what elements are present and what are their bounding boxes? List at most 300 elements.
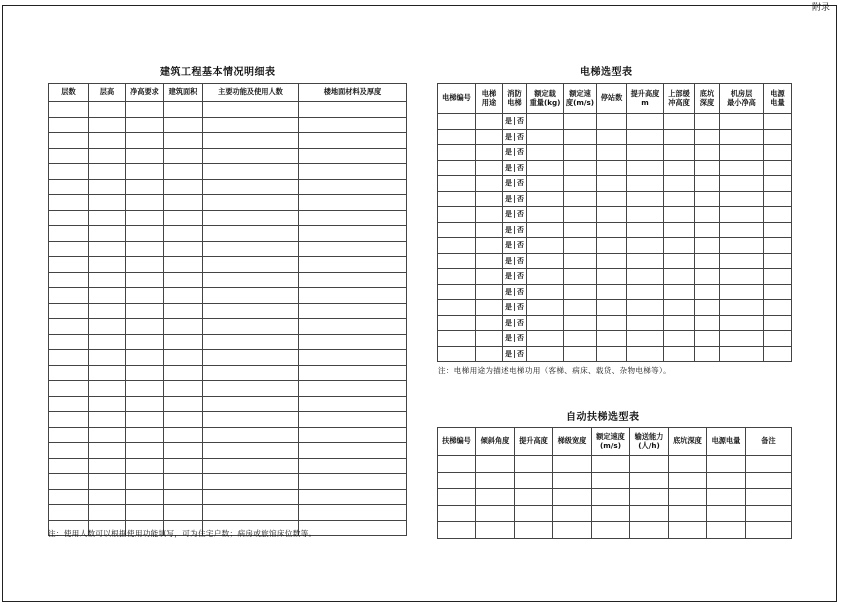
table-cell[interactable] bbox=[89, 334, 126, 350]
no-option[interactable]: 否 bbox=[514, 195, 526, 203]
table-cell[interactable] bbox=[89, 148, 126, 164]
table-cell[interactable] bbox=[669, 456, 707, 473]
table-cell[interactable] bbox=[203, 396, 299, 412]
fire-elevator-yes-no[interactable] bbox=[503, 210, 526, 218]
table-cell[interactable] bbox=[164, 350, 203, 366]
table-cell[interactable] bbox=[746, 456, 792, 473]
table-cell[interactable] bbox=[438, 284, 476, 300]
table-cell[interactable] bbox=[695, 129, 720, 145]
table-cell[interactable] bbox=[126, 474, 164, 490]
table-cell[interactable] bbox=[503, 315, 527, 331]
table-cell[interactable] bbox=[49, 133, 89, 149]
yes-option[interactable]: 是 bbox=[505, 349, 512, 358]
table-cell[interactable] bbox=[476, 176, 503, 192]
table-cell[interactable] bbox=[49, 195, 89, 211]
table-cell[interactable] bbox=[695, 222, 720, 238]
yes-option[interactable]: 是 bbox=[505, 334, 512, 343]
table-cell[interactable] bbox=[664, 346, 695, 362]
table-cell[interactable] bbox=[438, 145, 476, 161]
table-cell[interactable] bbox=[299, 303, 407, 319]
fire-elevator-yes-no[interactable] bbox=[503, 133, 526, 141]
table-cell[interactable] bbox=[592, 472, 630, 489]
table-cell[interactable] bbox=[203, 474, 299, 490]
table-cell[interactable] bbox=[476, 489, 515, 506]
table-cell[interactable] bbox=[299, 133, 407, 149]
table-cell[interactable] bbox=[126, 303, 164, 319]
table-cell[interactable] bbox=[592, 456, 630, 473]
table-cell[interactable] bbox=[553, 456, 592, 473]
table-cell[interactable] bbox=[49, 505, 89, 521]
table-cell[interactable] bbox=[476, 191, 503, 207]
table-cell[interactable] bbox=[597, 114, 627, 130]
table-cell[interactable] bbox=[299, 195, 407, 211]
table-cell[interactable] bbox=[203, 179, 299, 195]
table-cell[interactable] bbox=[476, 145, 503, 161]
table-cell[interactable] bbox=[438, 505, 476, 522]
table-cell[interactable] bbox=[476, 207, 503, 223]
no-option[interactable]: 否 bbox=[514, 350, 526, 358]
table-cell[interactable] bbox=[49, 102, 89, 118]
table-cell[interactable] bbox=[49, 210, 89, 226]
table-cell[interactable] bbox=[476, 253, 503, 269]
table-cell[interactable] bbox=[764, 346, 792, 362]
table-cell[interactable] bbox=[527, 331, 564, 347]
table-cell[interactable] bbox=[720, 269, 764, 285]
table-cell[interactable] bbox=[164, 474, 203, 490]
yes-option[interactable]: 是 bbox=[505, 194, 512, 203]
table-cell[interactable] bbox=[503, 207, 527, 223]
table-cell[interactable] bbox=[164, 117, 203, 133]
no-option[interactable]: 否 bbox=[514, 179, 526, 187]
table-cell[interactable] bbox=[164, 241, 203, 257]
table-cell[interactable] bbox=[764, 253, 792, 269]
table-cell[interactable] bbox=[203, 458, 299, 474]
table-cell[interactable] bbox=[720, 315, 764, 331]
table-cell[interactable] bbox=[503, 145, 527, 161]
table-cell[interactable] bbox=[164, 288, 203, 304]
yes-option[interactable]: 是 bbox=[505, 272, 512, 281]
table-cell[interactable] bbox=[564, 269, 597, 285]
table-cell[interactable] bbox=[553, 505, 592, 522]
table-cell[interactable] bbox=[203, 381, 299, 397]
table-cell[interactable] bbox=[89, 257, 126, 273]
yes-option[interactable]: 是 bbox=[505, 256, 512, 265]
table-cell[interactable] bbox=[669, 489, 707, 506]
table-cell[interactable] bbox=[49, 334, 89, 350]
table-cell[interactable] bbox=[597, 222, 627, 238]
table-cell[interactable] bbox=[553, 489, 592, 506]
table-cell[interactable] bbox=[126, 210, 164, 226]
table-cell[interactable] bbox=[527, 160, 564, 176]
table-cell[interactable] bbox=[299, 350, 407, 366]
table-cell[interactable] bbox=[126, 195, 164, 211]
table-cell[interactable] bbox=[126, 226, 164, 242]
table-cell[interactable] bbox=[564, 315, 597, 331]
table-cell[interactable] bbox=[203, 443, 299, 459]
table-cell[interactable] bbox=[299, 396, 407, 412]
table-cell[interactable] bbox=[299, 458, 407, 474]
table-cell[interactable] bbox=[746, 489, 792, 506]
table-cell[interactable] bbox=[564, 284, 597, 300]
table-cell[interactable] bbox=[476, 114, 503, 130]
table-cell[interactable] bbox=[126, 257, 164, 273]
table-cell[interactable] bbox=[49, 241, 89, 257]
table-cell[interactable] bbox=[438, 300, 476, 316]
table-cell[interactable] bbox=[695, 269, 720, 285]
table-cell[interactable] bbox=[720, 176, 764, 192]
yes-option[interactable]: 是 bbox=[505, 287, 512, 296]
table-cell[interactable] bbox=[597, 315, 627, 331]
no-option[interactable]: 否 bbox=[514, 148, 526, 156]
table-cell[interactable] bbox=[299, 102, 407, 118]
table-cell[interactable] bbox=[49, 288, 89, 304]
table-cell[interactable] bbox=[164, 195, 203, 211]
table-cell[interactable] bbox=[476, 300, 503, 316]
table-cell[interactable] bbox=[126, 365, 164, 381]
table-cell[interactable] bbox=[664, 160, 695, 176]
table-cell[interactable] bbox=[476, 472, 515, 489]
table-cell[interactable] bbox=[203, 148, 299, 164]
table-cell[interactable] bbox=[707, 505, 746, 522]
table-cell[interactable] bbox=[299, 257, 407, 273]
table-cell[interactable] bbox=[720, 160, 764, 176]
table-cell[interactable] bbox=[299, 443, 407, 459]
table-cell[interactable] bbox=[764, 331, 792, 347]
table-cell[interactable] bbox=[592, 522, 630, 539]
table-cell[interactable] bbox=[126, 272, 164, 288]
table-cell[interactable] bbox=[89, 365, 126, 381]
table-cell[interactable] bbox=[503, 300, 527, 316]
fire-elevator-yes-no[interactable] bbox=[503, 272, 526, 280]
no-option[interactable]: 否 bbox=[514, 133, 526, 141]
table-cell[interactable] bbox=[203, 288, 299, 304]
table-cell[interactable] bbox=[664, 114, 695, 130]
table-cell[interactable] bbox=[627, 129, 664, 145]
table-cell[interactable] bbox=[164, 505, 203, 521]
table-cell[interactable] bbox=[592, 505, 630, 522]
table-cell[interactable] bbox=[203, 303, 299, 319]
table-cell[interactable] bbox=[164, 396, 203, 412]
table-cell[interactable] bbox=[527, 129, 564, 145]
table-cell[interactable] bbox=[164, 133, 203, 149]
table-cell[interactable] bbox=[89, 381, 126, 397]
table-cell[interactable] bbox=[89, 319, 126, 335]
table-cell[interactable] bbox=[203, 257, 299, 273]
table-cell[interactable] bbox=[126, 396, 164, 412]
table-cell[interactable] bbox=[164, 443, 203, 459]
table-cell[interactable] bbox=[527, 145, 564, 161]
table-cell[interactable] bbox=[695, 160, 720, 176]
table-cell[interactable] bbox=[164, 381, 203, 397]
yes-option[interactable]: 是 bbox=[505, 241, 512, 250]
table-cell[interactable] bbox=[664, 222, 695, 238]
table-cell[interactable] bbox=[203, 350, 299, 366]
table-cell[interactable] bbox=[126, 164, 164, 180]
table-cell[interactable] bbox=[89, 117, 126, 133]
table-cell[interactable] bbox=[438, 269, 476, 285]
table-cell[interactable] bbox=[597, 253, 627, 269]
table-cell[interactable] bbox=[695, 191, 720, 207]
table-cell[interactable] bbox=[438, 222, 476, 238]
table-cell[interactable] bbox=[89, 427, 126, 443]
table-cell[interactable] bbox=[438, 315, 476, 331]
table-cell[interactable] bbox=[49, 443, 89, 459]
table-cell[interactable] bbox=[126, 241, 164, 257]
table-cell[interactable] bbox=[203, 241, 299, 257]
table-cell[interactable] bbox=[164, 303, 203, 319]
table-cell[interactable] bbox=[764, 160, 792, 176]
table-cell[interactable] bbox=[695, 253, 720, 269]
table-cell[interactable] bbox=[664, 269, 695, 285]
table-cell[interactable] bbox=[164, 164, 203, 180]
table-cell[interactable] bbox=[627, 160, 664, 176]
table-cell[interactable] bbox=[476, 331, 503, 347]
table-cell[interactable] bbox=[564, 300, 597, 316]
table-cell[interactable] bbox=[164, 489, 203, 505]
table-cell[interactable] bbox=[299, 117, 407, 133]
table-cell[interactable] bbox=[597, 145, 627, 161]
table-cell[interactable] bbox=[49, 427, 89, 443]
table-cell[interactable] bbox=[764, 269, 792, 285]
table-cell[interactable] bbox=[89, 505, 126, 521]
table-cell[interactable] bbox=[203, 226, 299, 242]
table-cell[interactable] bbox=[664, 315, 695, 331]
table-cell[interactable] bbox=[89, 396, 126, 412]
table-cell[interactable] bbox=[89, 164, 126, 180]
table-cell[interactable] bbox=[49, 319, 89, 335]
table-cell[interactable] bbox=[89, 195, 126, 211]
table-cell[interactable] bbox=[764, 114, 792, 130]
table-cell[interactable] bbox=[764, 238, 792, 254]
table-cell[interactable] bbox=[695, 207, 720, 223]
table-cell[interactable] bbox=[630, 489, 669, 506]
table-cell[interactable] bbox=[299, 365, 407, 381]
table-cell[interactable] bbox=[564, 191, 597, 207]
table-cell[interactable] bbox=[49, 226, 89, 242]
no-option[interactable]: 否 bbox=[514, 241, 526, 249]
no-option[interactable]: 否 bbox=[514, 210, 526, 218]
table-cell[interactable] bbox=[89, 443, 126, 459]
yes-option[interactable]: 是 bbox=[505, 163, 512, 172]
table-cell[interactable] bbox=[476, 284, 503, 300]
table-cell[interactable] bbox=[764, 207, 792, 223]
table-cell[interactable] bbox=[299, 381, 407, 397]
table-cell[interactable] bbox=[476, 129, 503, 145]
table-cell[interactable] bbox=[527, 238, 564, 254]
table-cell[interactable] bbox=[564, 331, 597, 347]
table-cell[interactable] bbox=[764, 145, 792, 161]
table-cell[interactable] bbox=[627, 238, 664, 254]
table-cell[interactable] bbox=[720, 207, 764, 223]
table-cell[interactable] bbox=[515, 505, 553, 522]
table-cell[interactable] bbox=[89, 272, 126, 288]
table-cell[interactable] bbox=[49, 303, 89, 319]
table-cell[interactable] bbox=[203, 334, 299, 350]
table-cell[interactable] bbox=[164, 319, 203, 335]
table-cell[interactable] bbox=[503, 346, 527, 362]
table-cell[interactable] bbox=[764, 129, 792, 145]
table-cell[interactable] bbox=[515, 522, 553, 539]
table-cell[interactable] bbox=[597, 176, 627, 192]
table-cell[interactable] bbox=[89, 458, 126, 474]
yes-option[interactable]: 是 bbox=[505, 179, 512, 188]
table-cell[interactable] bbox=[720, 346, 764, 362]
table-cell[interactable] bbox=[89, 474, 126, 490]
table-cell[interactable] bbox=[720, 331, 764, 347]
table-cell[interactable] bbox=[597, 129, 627, 145]
table-cell[interactable] bbox=[203, 272, 299, 288]
table-cell[interactable] bbox=[695, 331, 720, 347]
no-option[interactable]: 否 bbox=[514, 117, 526, 125]
table-cell[interactable] bbox=[476, 505, 515, 522]
no-option[interactable]: 否 bbox=[514, 257, 526, 265]
table-cell[interactable] bbox=[664, 300, 695, 316]
table-cell[interactable] bbox=[503, 269, 527, 285]
table-cell[interactable] bbox=[664, 207, 695, 223]
table-cell[interactable] bbox=[627, 222, 664, 238]
table-cell[interactable] bbox=[695, 114, 720, 130]
table-cell[interactable] bbox=[564, 145, 597, 161]
table-cell[interactable] bbox=[503, 176, 527, 192]
table-cell[interactable] bbox=[476, 522, 515, 539]
table-cell[interactable] bbox=[630, 456, 669, 473]
table-cell[interactable] bbox=[627, 331, 664, 347]
table-cell[interactable] bbox=[476, 269, 503, 285]
table-cell[interactable] bbox=[720, 284, 764, 300]
table-cell[interactable] bbox=[564, 222, 597, 238]
table-cell[interactable] bbox=[203, 412, 299, 428]
table-cell[interactable] bbox=[553, 472, 592, 489]
table-cell[interactable] bbox=[707, 472, 746, 489]
table-cell[interactable] bbox=[299, 272, 407, 288]
table-cell[interactable] bbox=[203, 102, 299, 118]
table-cell[interactable] bbox=[126, 443, 164, 459]
table-cell[interactable] bbox=[126, 458, 164, 474]
table-cell[interactable] bbox=[476, 346, 503, 362]
table-cell[interactable] bbox=[664, 129, 695, 145]
fire-elevator-yes-no[interactable] bbox=[503, 350, 526, 358]
table-cell[interactable] bbox=[89, 210, 126, 226]
table-cell[interactable] bbox=[764, 300, 792, 316]
table-cell[interactable] bbox=[503, 253, 527, 269]
table-cell[interactable] bbox=[126, 179, 164, 195]
table-cell[interactable] bbox=[503, 191, 527, 207]
table-cell[interactable] bbox=[515, 489, 553, 506]
table-cell[interactable] bbox=[527, 300, 564, 316]
table-cell[interactable] bbox=[597, 160, 627, 176]
table-cell[interactable] bbox=[597, 300, 627, 316]
table-cell[interactable] bbox=[89, 350, 126, 366]
yes-option[interactable]: 是 bbox=[505, 132, 512, 141]
table-cell[interactable] bbox=[627, 300, 664, 316]
table-cell[interactable] bbox=[299, 226, 407, 242]
yes-option[interactable]: 是 bbox=[505, 148, 512, 157]
table-cell[interactable] bbox=[49, 474, 89, 490]
table-cell[interactable] bbox=[627, 315, 664, 331]
table-cell[interactable] bbox=[592, 489, 630, 506]
table-cell[interactable] bbox=[527, 269, 564, 285]
table-cell[interactable] bbox=[664, 331, 695, 347]
table-cell[interactable] bbox=[669, 522, 707, 539]
table-cell[interactable] bbox=[438, 472, 476, 489]
table-cell[interactable] bbox=[126, 319, 164, 335]
table-cell[interactable] bbox=[164, 458, 203, 474]
table-cell[interactable] bbox=[764, 315, 792, 331]
table-cell[interactable] bbox=[597, 238, 627, 254]
table-cell[interactable] bbox=[164, 148, 203, 164]
no-option[interactable]: 否 bbox=[514, 272, 526, 280]
table-cell[interactable] bbox=[664, 238, 695, 254]
table-cell[interactable] bbox=[695, 284, 720, 300]
table-cell[interactable] bbox=[564, 346, 597, 362]
table-cell[interactable] bbox=[476, 238, 503, 254]
table-cell[interactable] bbox=[299, 179, 407, 195]
table-cell[interactable] bbox=[707, 522, 746, 539]
fire-elevator-yes-no[interactable] bbox=[503, 226, 526, 234]
no-option[interactable]: 否 bbox=[514, 288, 526, 296]
table-cell[interactable] bbox=[49, 350, 89, 366]
table-cell[interactable] bbox=[126, 505, 164, 521]
table-cell[interactable] bbox=[515, 456, 553, 473]
table-cell[interactable] bbox=[695, 346, 720, 362]
table-cell[interactable] bbox=[720, 191, 764, 207]
table-cell[interactable] bbox=[527, 315, 564, 331]
table-cell[interactable] bbox=[126, 489, 164, 505]
table-cell[interactable] bbox=[503, 129, 527, 145]
fire-elevator-yes-no[interactable] bbox=[503, 195, 526, 203]
table-cell[interactable] bbox=[627, 145, 664, 161]
table-cell[interactable] bbox=[438, 114, 476, 130]
table-cell[interactable] bbox=[695, 176, 720, 192]
table-cell[interactable] bbox=[299, 241, 407, 257]
table-cell[interactable] bbox=[164, 412, 203, 428]
table-cell[interactable] bbox=[695, 145, 720, 161]
table-cell[interactable] bbox=[764, 191, 792, 207]
table-cell[interactable] bbox=[299, 489, 407, 505]
table-cell[interactable] bbox=[203, 117, 299, 133]
table-cell[interactable] bbox=[564, 207, 597, 223]
table-cell[interactable] bbox=[438, 346, 476, 362]
table-cell[interactable] bbox=[299, 148, 407, 164]
table-cell[interactable] bbox=[164, 226, 203, 242]
fire-elevator-yes-no[interactable] bbox=[503, 117, 526, 125]
table-cell[interactable] bbox=[695, 315, 720, 331]
table-cell[interactable] bbox=[720, 300, 764, 316]
table-cell[interactable] bbox=[720, 253, 764, 269]
table-cell[interactable] bbox=[597, 207, 627, 223]
table-cell[interactable] bbox=[438, 129, 476, 145]
table-cell[interactable] bbox=[164, 257, 203, 273]
table-cell[interactable] bbox=[164, 427, 203, 443]
table-cell[interactable] bbox=[164, 334, 203, 350]
table-cell[interactable] bbox=[764, 284, 792, 300]
yes-option[interactable]: 是 bbox=[505, 210, 512, 219]
table-cell[interactable] bbox=[49, 489, 89, 505]
table-cell[interactable] bbox=[503, 238, 527, 254]
table-cell[interactable] bbox=[627, 269, 664, 285]
no-option[interactable]: 否 bbox=[514, 164, 526, 172]
table-cell[interactable] bbox=[89, 133, 126, 149]
table-cell[interactable] bbox=[707, 456, 746, 473]
table-cell[interactable] bbox=[203, 489, 299, 505]
table-cell[interactable] bbox=[438, 207, 476, 223]
table-cell[interactable] bbox=[203, 133, 299, 149]
table-cell[interactable] bbox=[203, 505, 299, 521]
table-cell[interactable] bbox=[89, 489, 126, 505]
table-cell[interactable] bbox=[49, 117, 89, 133]
table-cell[interactable] bbox=[203, 427, 299, 443]
table-cell[interactable] bbox=[669, 505, 707, 522]
